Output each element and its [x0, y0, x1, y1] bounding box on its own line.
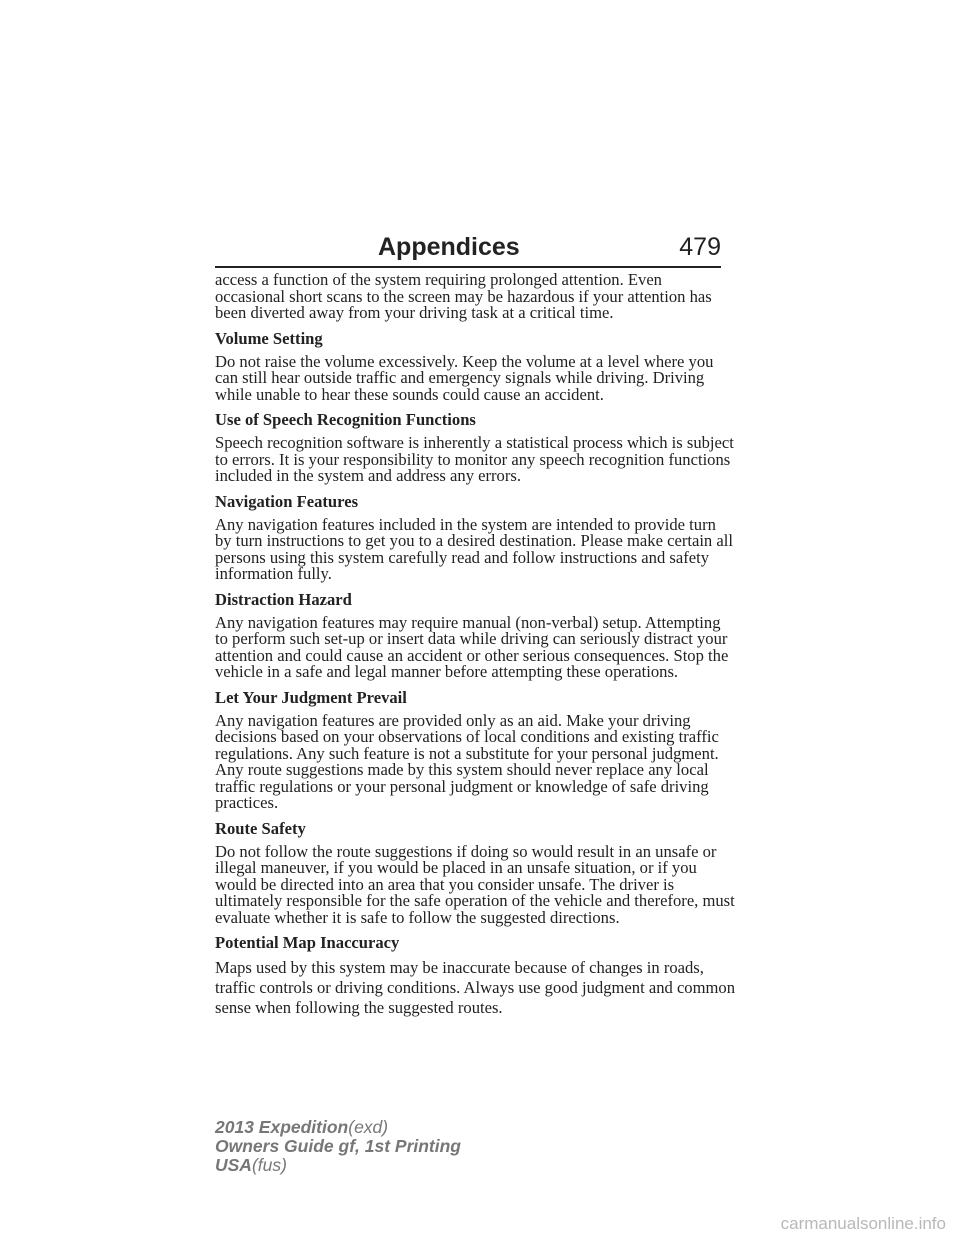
body-map-inaccuracy: Maps used by this system may be inaccurate because of changes in roads, traffic controls or driving conditions. Always use good judgment and common sense when following the suggested routes.	[215, 958, 736, 1017]
watermark-link[interactable]: carmanualsonline.info	[780, 1214, 946, 1233]
page-header	[215, 232, 721, 268]
section-title: Appendices	[378, 233, 520, 261]
heading-navigation-features: Navigation Features	[215, 491, 359, 511]
intro-paragraph: access a function of the system requiring prolonged attention. Even occasional short scans to the screen may be hazardous if your attention has been diverted away from your driving task at a critical time.	[215, 270, 712, 322]
footer-line-market	[215, 1156, 461, 1175]
page-number: 479	[679, 233, 721, 261]
footer-line-model	[215, 1118, 461, 1137]
page-content	[215, 272, 735, 1026]
footer-model: 2013 Expedition	[215, 1117, 349, 1137]
footer-market-code: (fus)	[251, 1155, 287, 1175]
body-judgment-prevail: Any navigation features are provided only as an aid. Make your driving decisions based on your observations of local conditions and existing traffic regulations. Any such feature is not a substitute for your personal judgment. Any route suggestions made by this system should never replace any local traffic regulations or your personal judgment or knowledge of safe driving practices.	[215, 710, 719, 812]
body-route-safety: Do not follow the route suggestions if doing so would result in an unsafe or illegal maneuver, if you would be placed in an unsafe situation, or if you would be directed into an area that you consider unsafe. The driver is ultimately responsible for the safe operation of the vehicle and therefore, must evaluate whether it is safe to follow the suggested directions.	[215, 841, 735, 927]
footer-model-code: (exd)	[348, 1117, 389, 1137]
heading-judgment-prevail: Let Your Judgment Prevail	[215, 687, 407, 707]
heading-volume-setting: Volume Setting	[215, 328, 323, 348]
body-volume-setting: Do not raise the volume excessively. Keep the volume at a level where you can still hear outside traffic and emergency signals while driving. Driving while unable to hear these sounds could cause an accident.	[215, 351, 714, 404]
body-speech-recognition: Speech recognition software is inherently a statistical process which is subject to errors. It is your responsibility to monitor any speech recognition functions included in the system and address any errors.	[215, 433, 734, 485]
body-distraction-hazard: Any navigation features may require manual (non-verbal) setup. Attempting to perform such set-up or insert data while driving can seriously distract your attention and could cause an accident or other serious consequences. Stop the vehicle in a safe and legal manner before attempting these operations.	[215, 612, 729, 681]
footer-market: USA	[215, 1155, 252, 1175]
print-footer	[215, 1118, 461, 1175]
body-navigation-features: Any navigation features included in the system are intended to provide turn by turn instructions to get you to a desired destination. Please make certain all persons using this system carefully read and follow instructions and safety information fully.	[215, 514, 733, 583]
heading-route-safety: Route Safety	[215, 818, 306, 838]
footer-line-guide: Owners Guide gf, 1st Printing	[215, 1136, 461, 1156]
heading-distraction-hazard: Distraction Hazard	[215, 589, 352, 609]
heading-speech-recognition: Use of Speech Recognition Functions	[215, 410, 476, 429]
heading-map-inaccuracy: Potential Map Inaccuracy	[215, 933, 400, 952]
